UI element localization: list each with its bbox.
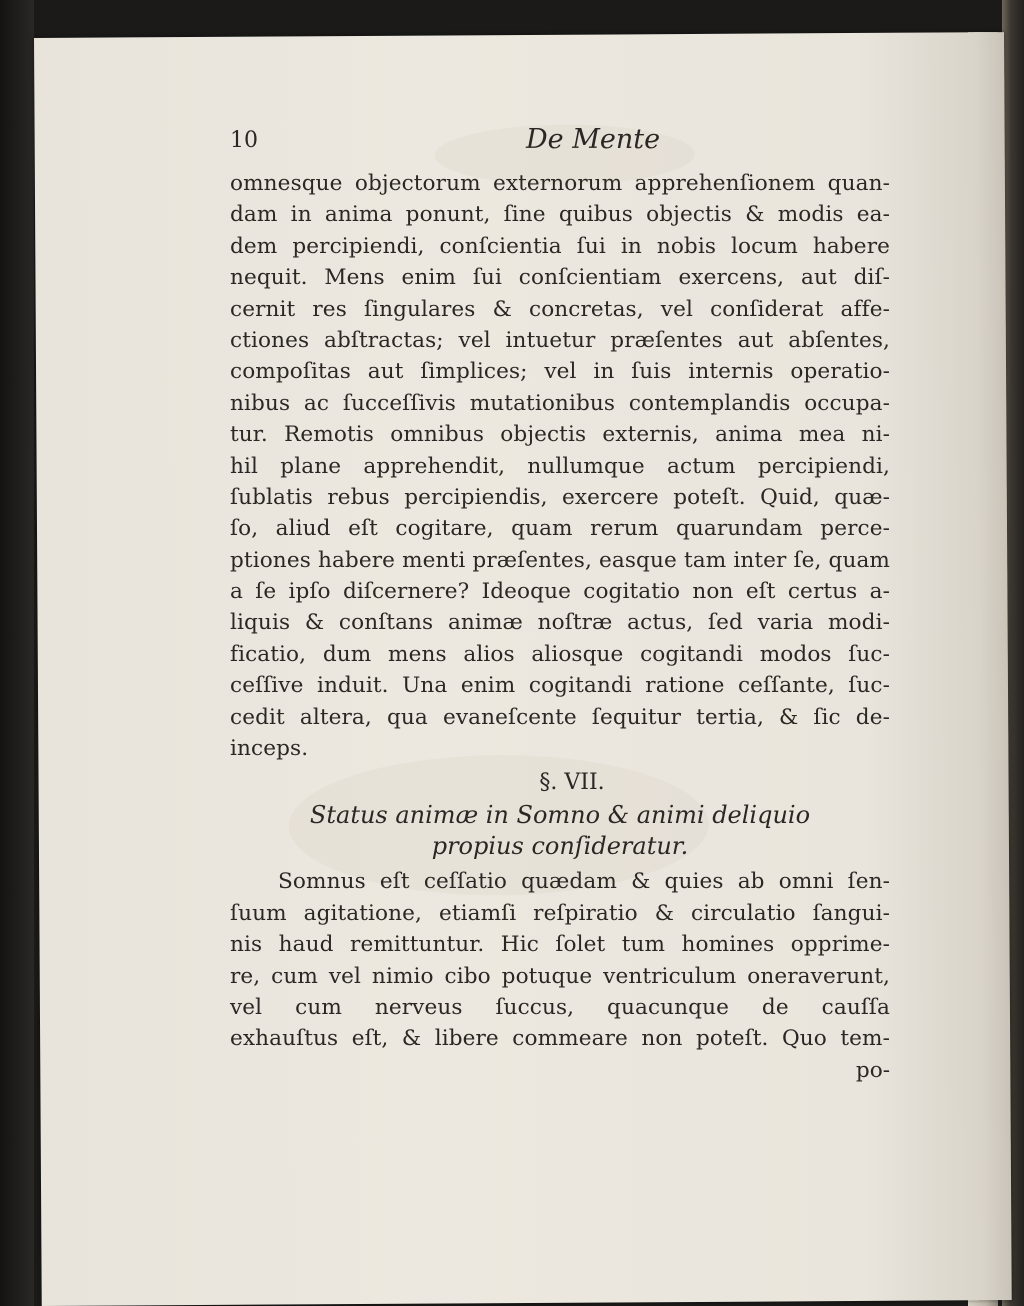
page-text: [230, 120, 890, 1086]
page-header: [230, 120, 890, 168]
text-line: ptiones habere menti præſentes, easque tam inter ſe, quam: [230, 547, 890, 573]
text-line: ficatio, dum mens alios aliosque cogitandi modos ſuc-: [230, 641, 890, 667]
section-number: §. VII.: [539, 770, 605, 796]
text-line: ſublatis rebus percipiendis, exercere poteſt. Quid, quæ-: [230, 484, 890, 510]
text-line: Somnus eſt ceſſatio quædam & quies ab omni ſen-: [278, 869, 890, 895]
text-line: dam in anima ponunt, ſine quibus objectis & modis ea-: [230, 202, 890, 228]
text-line: inceps.: [230, 736, 309, 762]
paragraph-1: [230, 168, 890, 764]
text-line: dem percipiendi, conſcientia ſui in nobis locum habere: [230, 233, 890, 259]
text-line: tur. Remotis omnibus objectis externis, anima mea ni-: [230, 422, 890, 448]
text-line: omnesque objectorum externorum apprehenſionem quan-: [230, 171, 890, 196]
running-head: De Mente: [526, 124, 661, 155]
text-line: exhauſtus eſt, & libere commeare non poteſt. Quo tem-: [230, 1026, 890, 1052]
page-number: 10: [230, 128, 258, 153]
section-title-line-1: Status animæ in Somno & animi deliquio: [309, 801, 811, 830]
section-title-line-2: propius conſideratur.: [431, 832, 689, 861]
text-line: liquis & conſtans animæ noſtræ actus, ſed varia modi-: [230, 610, 890, 636]
paragraph-2: [230, 866, 890, 1086]
catchword: po-: [855, 1057, 890, 1083]
scan-background-left: [0, 0, 34, 1306]
text-line: cernit res ſingulares & concretas, vel conſiderat affe-: [230, 296, 890, 322]
text-line: compoſitas aut ſimplices; vel in ſuis internis operatio-: [230, 359, 890, 385]
text-line: ſuum agitatione, etiamſi reſpiratio & circulatio ſangui-: [230, 900, 890, 926]
text-line: nibus ac ſucceſſivis mutationibus contemplandis occupa-: [230, 390, 890, 416]
text-line: ſo, aliud eſt cogitare, quam rerum quarundam perce-: [230, 516, 890, 542]
text-line: nequit. Mens enim ſui conſcientiam exercens, aut diſ-: [230, 265, 890, 291]
text-line: hil plane apprehendit, nullumque actum percipiendi,: [230, 453, 890, 479]
text-line: ctiones abſtractas; vel intuetur præſentes aut abſentes,: [230, 327, 890, 353]
text-line: vel cum nerveus ſuccus, quacunque de cauſſa: [230, 994, 890, 1020]
text-line: nis haud remittuntur. Hic ſolet tum homines opprime-: [230, 932, 890, 958]
text-line: a ſe ipſo diſcernere? Ideoque cogitatio non eſt certus a-: [230, 579, 890, 605]
text-line: ceſſive induit. Una enim cogitandi ratione ceſſante, ſuc-: [230, 673, 890, 699]
text-line: re, cum vel nimio cibo potuque ventriculum oneraverunt,: [230, 963, 890, 989]
text-line: cedit altera, qua evaneſcente ſequitur tertia, & ſic de-: [230, 704, 890, 730]
